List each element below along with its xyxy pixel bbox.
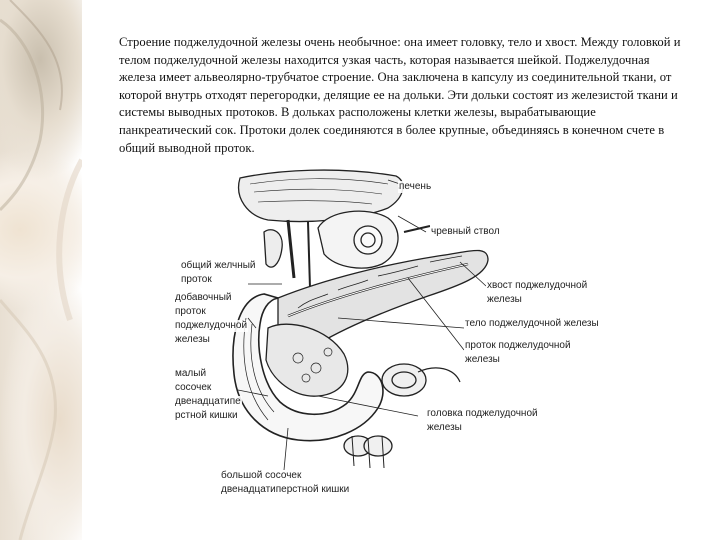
label-accessory-duct-line2: проток xyxy=(175,306,206,317)
label-head-line2: железы xyxy=(427,422,462,433)
label-minor-papilla-line1: малый xyxy=(175,368,207,379)
label-celiac-trunk: чревный ствол xyxy=(431,226,500,237)
label-pancreatic-duct-line1: проток поджелудочной xyxy=(465,340,571,351)
description-paragraph: Строение поджелудочной железы очень необычное: она имеет головку, тело и хвост. Между головкой и телом поджелудочной железы находится узкая часть, которая называется шейкой. Поджелудочная железа имеет альвеолярно-трубчатое строение. Она заключена в капсулу из соединительной ткани, от которой внутрь отходят перегородки, делящие ее на дольки. Эти дольки состоят из железистой ткани и системы выводных протоков. В дольках расположены клетки железы, вырабатывающие панкреатический сок. Протоки долек соединяются в более крупные, объединяясь в конечном счете в общий выводной проток. xyxy=(119,35,681,155)
label-tail-line1: хвост поджелудочной xyxy=(487,280,588,291)
label-minor-papilla-line2: сосочек xyxy=(175,382,212,393)
label-accessory-duct-line1: добавочный xyxy=(175,292,232,303)
label-accessory-duct-line3: поджелудочной xyxy=(175,320,248,331)
pancreas-diagram xyxy=(168,168,620,508)
label-liver: печень xyxy=(399,181,432,192)
label-bile-duct-line1: общий желчный xyxy=(181,260,256,271)
label-accessory-duct-line4: железы xyxy=(175,334,210,345)
label-tail-line2: железы xyxy=(487,294,522,305)
label-pancreatic-duct-line2: железы xyxy=(465,354,500,365)
fabric-folds-decoration xyxy=(0,0,82,540)
label-head-line1: головка поджелудочной xyxy=(427,408,538,419)
label-body: тело поджелудочной железы xyxy=(465,318,599,329)
label-minor-papilla-line3: двенадцатипе xyxy=(175,396,241,407)
label-major-papilla-line2: двенадцатиперстной кишки xyxy=(221,484,350,495)
label-minor-papilla-line4: рстной кишки xyxy=(175,410,238,421)
label-major-papilla-line1: большой сосочек xyxy=(221,470,302,481)
label-bile-duct-line2: проток xyxy=(181,274,212,285)
pancreas-illustration xyxy=(168,168,620,508)
